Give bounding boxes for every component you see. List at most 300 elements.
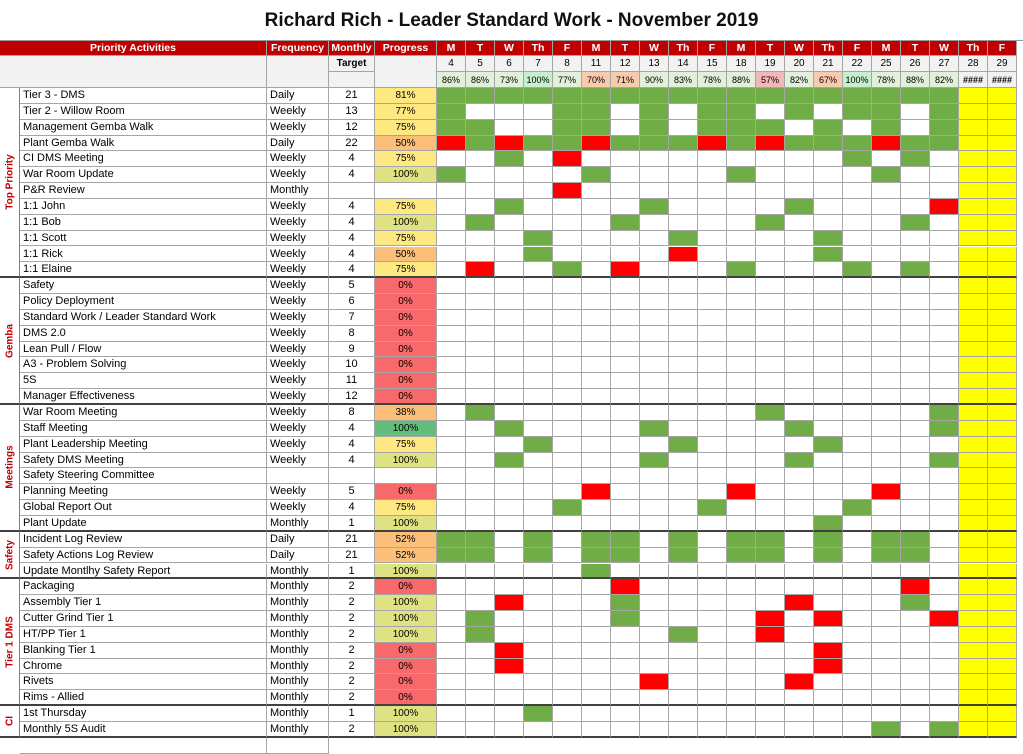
day-status-cell[interactable] xyxy=(582,389,611,405)
day-status-cell[interactable] xyxy=(930,674,959,690)
day-status-cell[interactable] xyxy=(872,468,901,484)
day-status-cell[interactable] xyxy=(611,627,640,643)
day-status-cell[interactable] xyxy=(843,310,872,326)
day-status-cell[interactable] xyxy=(930,342,959,358)
day-status-cell[interactable] xyxy=(582,437,611,453)
day-status-cell[interactable] xyxy=(756,294,785,310)
day-status-cell[interactable] xyxy=(785,437,814,453)
day-status-cell[interactable] xyxy=(959,690,988,706)
day-status-cell[interactable] xyxy=(698,167,727,183)
day-status-cell[interactable] xyxy=(524,421,553,437)
day-status-cell[interactable] xyxy=(495,659,524,675)
day-status-cell[interactable] xyxy=(727,167,756,183)
day-status-cell[interactable] xyxy=(727,389,756,405)
day-status-cell[interactable] xyxy=(495,199,524,215)
day-status-cell[interactable] xyxy=(495,342,524,358)
day-status-cell[interactable] xyxy=(437,151,466,167)
day-status-cell[interactable] xyxy=(640,579,669,595)
day-status-cell[interactable] xyxy=(756,500,785,516)
day-status-cell[interactable] xyxy=(872,326,901,342)
day-status-cell[interactable] xyxy=(524,659,553,675)
day-status-cell[interactable] xyxy=(495,532,524,548)
day-status-cell[interactable] xyxy=(640,326,669,342)
day-status-cell[interactable] xyxy=(959,643,988,659)
day-status-cell[interactable] xyxy=(582,357,611,373)
day-status-cell[interactable] xyxy=(437,579,466,595)
day-status-cell[interactable] xyxy=(872,643,901,659)
day-status-cell[interactable] xyxy=(495,579,524,595)
day-status-cell[interactable] xyxy=(756,437,785,453)
day-status-cell[interactable] xyxy=(466,579,495,595)
day-status-cell[interactable] xyxy=(437,500,466,516)
day-status-cell[interactable] xyxy=(698,627,727,643)
day-status-cell[interactable] xyxy=(988,484,1017,500)
day-status-cell[interactable] xyxy=(698,484,727,500)
day-status-cell[interactable] xyxy=(640,278,669,294)
day-status-cell[interactable] xyxy=(553,357,582,373)
day-status-cell[interactable] xyxy=(466,643,495,659)
day-status-cell[interactable] xyxy=(843,167,872,183)
day-status-cell[interactable] xyxy=(959,183,988,199)
day-status-cell[interactable] xyxy=(582,342,611,358)
day-status-cell[interactable] xyxy=(640,659,669,675)
day-status-cell[interactable] xyxy=(437,231,466,247)
day-status-cell[interactable] xyxy=(959,215,988,231)
day-status-cell[interactable] xyxy=(843,453,872,469)
day-status-cell[interactable] xyxy=(843,294,872,310)
day-status-cell[interactable] xyxy=(611,722,640,738)
day-status-cell[interactable] xyxy=(727,294,756,310)
day-status-cell[interactable] xyxy=(785,136,814,152)
day-status-cell[interactable] xyxy=(553,120,582,136)
day-status-cell[interactable] xyxy=(524,484,553,500)
day-status-cell[interactable] xyxy=(814,151,843,167)
day-status-cell[interactable] xyxy=(785,595,814,611)
day-status-cell[interactable] xyxy=(466,342,495,358)
day-status-cell[interactable] xyxy=(640,548,669,564)
day-status-cell[interactable] xyxy=(611,231,640,247)
day-status-cell[interactable] xyxy=(959,342,988,358)
day-status-cell[interactable] xyxy=(698,151,727,167)
day-status-cell[interactable] xyxy=(872,389,901,405)
day-status-cell[interactable] xyxy=(582,120,611,136)
day-status-cell[interactable] xyxy=(930,595,959,611)
day-status-cell[interactable] xyxy=(582,484,611,500)
day-status-cell[interactable] xyxy=(988,405,1017,421)
day-status-cell[interactable] xyxy=(959,627,988,643)
day-status-cell[interactable] xyxy=(727,722,756,738)
day-status-cell[interactable] xyxy=(495,706,524,722)
day-status-cell[interactable] xyxy=(611,104,640,120)
day-status-cell[interactable] xyxy=(785,310,814,326)
day-status-cell[interactable] xyxy=(756,453,785,469)
day-status-cell[interactable] xyxy=(988,421,1017,437)
day-status-cell[interactable] xyxy=(669,278,698,294)
day-status-cell[interactable] xyxy=(901,564,930,580)
day-status-cell[interactable] xyxy=(524,532,553,548)
day-status-cell[interactable] xyxy=(756,151,785,167)
day-status-cell[interactable] xyxy=(495,468,524,484)
day-status-cell[interactable] xyxy=(640,262,669,278)
day-status-cell[interactable] xyxy=(698,706,727,722)
day-status-cell[interactable] xyxy=(495,548,524,564)
day-status-cell[interactable] xyxy=(611,247,640,263)
day-status-cell[interactable] xyxy=(495,611,524,627)
day-status-cell[interactable] xyxy=(785,247,814,263)
day-status-cell[interactable] xyxy=(698,405,727,421)
day-status-cell[interactable] xyxy=(466,167,495,183)
day-status-cell[interactable] xyxy=(785,167,814,183)
day-status-cell[interactable] xyxy=(930,373,959,389)
day-status-cell[interactable] xyxy=(814,262,843,278)
day-status-cell[interactable] xyxy=(727,326,756,342)
day-status-cell[interactable] xyxy=(872,278,901,294)
day-status-cell[interactable] xyxy=(930,199,959,215)
day-status-cell[interactable] xyxy=(756,468,785,484)
day-status-cell[interactable] xyxy=(698,722,727,738)
day-status-cell[interactable] xyxy=(930,579,959,595)
day-status-cell[interactable] xyxy=(843,373,872,389)
day-status-cell[interactable] xyxy=(466,326,495,342)
day-status-cell[interactable] xyxy=(698,231,727,247)
day-status-cell[interactable] xyxy=(930,706,959,722)
day-status-cell[interactable] xyxy=(466,104,495,120)
day-status-cell[interactable] xyxy=(959,294,988,310)
day-status-cell[interactable] xyxy=(437,183,466,199)
day-status-cell[interactable] xyxy=(553,151,582,167)
day-status-cell[interactable] xyxy=(959,437,988,453)
day-status-cell[interactable] xyxy=(785,151,814,167)
day-status-cell[interactable] xyxy=(524,453,553,469)
day-status-cell[interactable] xyxy=(756,627,785,643)
day-status-cell[interactable] xyxy=(640,120,669,136)
day-status-cell[interactable] xyxy=(756,373,785,389)
day-status-cell[interactable] xyxy=(524,627,553,643)
day-status-cell[interactable] xyxy=(437,326,466,342)
day-status-cell[interactable] xyxy=(785,500,814,516)
day-status-cell[interactable] xyxy=(553,690,582,706)
day-status-cell[interactable] xyxy=(611,643,640,659)
day-status-cell[interactable] xyxy=(466,151,495,167)
day-status-cell[interactable] xyxy=(785,183,814,199)
day-status-cell[interactable] xyxy=(495,674,524,690)
day-status-cell[interactable] xyxy=(959,484,988,500)
day-status-cell[interactable] xyxy=(611,421,640,437)
day-status-cell[interactable] xyxy=(640,484,669,500)
day-status-cell[interactable] xyxy=(582,247,611,263)
day-status-cell[interactable] xyxy=(495,564,524,580)
day-status-cell[interactable] xyxy=(988,611,1017,627)
day-status-cell[interactable] xyxy=(640,595,669,611)
day-status-cell[interactable] xyxy=(495,453,524,469)
day-status-cell[interactable] xyxy=(553,421,582,437)
day-status-cell[interactable] xyxy=(785,722,814,738)
day-status-cell[interactable] xyxy=(814,294,843,310)
day-status-cell[interactable] xyxy=(988,231,1017,247)
day-status-cell[interactable] xyxy=(437,373,466,389)
day-status-cell[interactable] xyxy=(669,437,698,453)
day-status-cell[interactable] xyxy=(930,690,959,706)
day-status-cell[interactable] xyxy=(437,278,466,294)
day-status-cell[interactable] xyxy=(495,643,524,659)
day-status-cell[interactable] xyxy=(611,532,640,548)
day-status-cell[interactable] xyxy=(930,120,959,136)
day-status-cell[interactable] xyxy=(611,437,640,453)
day-status-cell[interactable] xyxy=(611,199,640,215)
day-status-cell[interactable] xyxy=(901,310,930,326)
day-status-cell[interactable] xyxy=(640,611,669,627)
day-status-cell[interactable] xyxy=(437,421,466,437)
day-status-cell[interactable] xyxy=(988,104,1017,120)
day-status-cell[interactable] xyxy=(872,611,901,627)
day-status-cell[interactable] xyxy=(466,183,495,199)
day-status-cell[interactable] xyxy=(727,532,756,548)
day-status-cell[interactable] xyxy=(872,104,901,120)
day-status-cell[interactable] xyxy=(553,262,582,278)
day-status-cell[interactable] xyxy=(495,183,524,199)
day-status-cell[interactable] xyxy=(785,468,814,484)
day-status-cell[interactable] xyxy=(466,231,495,247)
day-status-cell[interactable] xyxy=(669,262,698,278)
day-status-cell[interactable] xyxy=(698,674,727,690)
day-status-cell[interactable] xyxy=(611,88,640,104)
day-status-cell[interactable] xyxy=(437,564,466,580)
day-status-cell[interactable] xyxy=(756,532,785,548)
day-status-cell[interactable] xyxy=(785,706,814,722)
day-status-cell[interactable] xyxy=(582,183,611,199)
day-status-cell[interactable] xyxy=(553,611,582,627)
day-status-cell[interactable] xyxy=(582,532,611,548)
day-status-cell[interactable] xyxy=(582,405,611,421)
day-status-cell[interactable] xyxy=(988,453,1017,469)
day-status-cell[interactable] xyxy=(437,627,466,643)
day-status-cell[interactable] xyxy=(669,405,698,421)
day-status-cell[interactable] xyxy=(553,468,582,484)
day-status-cell[interactable] xyxy=(495,136,524,152)
day-status-cell[interactable] xyxy=(495,690,524,706)
day-status-cell[interactable] xyxy=(524,579,553,595)
day-status-cell[interactable] xyxy=(901,690,930,706)
day-status-cell[interactable] xyxy=(930,167,959,183)
day-status-cell[interactable] xyxy=(669,373,698,389)
day-status-cell[interactable] xyxy=(582,136,611,152)
day-status-cell[interactable] xyxy=(785,231,814,247)
day-status-cell[interactable] xyxy=(698,564,727,580)
day-status-cell[interactable] xyxy=(901,421,930,437)
day-status-cell[interactable] xyxy=(582,215,611,231)
day-status-cell[interactable] xyxy=(930,548,959,564)
day-status-cell[interactable] xyxy=(611,183,640,199)
day-status-cell[interactable] xyxy=(698,659,727,675)
day-status-cell[interactable] xyxy=(698,532,727,548)
day-status-cell[interactable] xyxy=(524,104,553,120)
day-status-cell[interactable] xyxy=(495,151,524,167)
day-status-cell[interactable] xyxy=(843,659,872,675)
day-status-cell[interactable] xyxy=(437,199,466,215)
day-status-cell[interactable] xyxy=(988,659,1017,675)
day-status-cell[interactable] xyxy=(988,579,1017,595)
day-status-cell[interactable] xyxy=(582,278,611,294)
day-status-cell[interactable] xyxy=(930,151,959,167)
day-status-cell[interactable] xyxy=(814,310,843,326)
day-status-cell[interactable] xyxy=(756,262,785,278)
day-status-cell[interactable] xyxy=(727,183,756,199)
day-status-cell[interactable] xyxy=(930,500,959,516)
day-status-cell[interactable] xyxy=(756,231,785,247)
day-status-cell[interactable] xyxy=(553,342,582,358)
day-status-cell[interactable] xyxy=(611,389,640,405)
day-status-cell[interactable] xyxy=(466,595,495,611)
day-status-cell[interactable] xyxy=(698,326,727,342)
day-status-cell[interactable] xyxy=(524,674,553,690)
day-status-cell[interactable] xyxy=(959,659,988,675)
day-status-cell[interactable] xyxy=(553,500,582,516)
day-status-cell[interactable] xyxy=(437,88,466,104)
day-status-cell[interactable] xyxy=(785,674,814,690)
day-status-cell[interactable] xyxy=(988,373,1017,389)
day-status-cell[interactable] xyxy=(930,326,959,342)
day-status-cell[interactable] xyxy=(930,468,959,484)
day-status-cell[interactable] xyxy=(437,595,466,611)
day-status-cell[interactable] xyxy=(901,120,930,136)
day-status-cell[interactable] xyxy=(640,310,669,326)
day-status-cell[interactable] xyxy=(872,231,901,247)
day-status-cell[interactable] xyxy=(582,659,611,675)
day-status-cell[interactable] xyxy=(843,389,872,405)
day-status-cell[interactable] xyxy=(959,674,988,690)
day-status-cell[interactable] xyxy=(988,342,1017,358)
day-status-cell[interactable] xyxy=(582,294,611,310)
day-status-cell[interactable] xyxy=(553,627,582,643)
day-status-cell[interactable] xyxy=(495,231,524,247)
day-status-cell[interactable] xyxy=(582,310,611,326)
day-status-cell[interactable] xyxy=(901,532,930,548)
day-status-cell[interactable] xyxy=(669,468,698,484)
day-status-cell[interactable] xyxy=(901,247,930,263)
day-status-cell[interactable] xyxy=(611,120,640,136)
day-status-cell[interactable] xyxy=(727,357,756,373)
day-status-cell[interactable] xyxy=(843,421,872,437)
day-status-cell[interactable] xyxy=(437,722,466,738)
day-status-cell[interactable] xyxy=(524,342,553,358)
day-status-cell[interactable] xyxy=(930,231,959,247)
day-status-cell[interactable] xyxy=(553,231,582,247)
day-status-cell[interactable] xyxy=(959,595,988,611)
day-status-cell[interactable] xyxy=(640,706,669,722)
day-status-cell[interactable] xyxy=(727,611,756,627)
day-status-cell[interactable] xyxy=(640,405,669,421)
day-status-cell[interactable] xyxy=(640,88,669,104)
day-status-cell[interactable] xyxy=(727,278,756,294)
day-status-cell[interactable] xyxy=(466,278,495,294)
day-status-cell[interactable] xyxy=(524,405,553,421)
day-status-cell[interactable] xyxy=(437,643,466,659)
day-status-cell[interactable] xyxy=(495,294,524,310)
day-status-cell[interactable] xyxy=(988,357,1017,373)
day-status-cell[interactable] xyxy=(466,88,495,104)
day-status-cell[interactable] xyxy=(727,437,756,453)
day-status-cell[interactable] xyxy=(872,532,901,548)
day-status-cell[interactable] xyxy=(756,310,785,326)
day-status-cell[interactable] xyxy=(988,548,1017,564)
day-status-cell[interactable] xyxy=(785,389,814,405)
day-status-cell[interactable] xyxy=(611,500,640,516)
day-status-cell[interactable] xyxy=(553,199,582,215)
day-status-cell[interactable] xyxy=(611,373,640,389)
day-status-cell[interactable] xyxy=(843,247,872,263)
day-status-cell[interactable] xyxy=(727,627,756,643)
day-status-cell[interactable] xyxy=(872,357,901,373)
day-status-cell[interactable] xyxy=(437,310,466,326)
day-status-cell[interactable] xyxy=(553,674,582,690)
day-status-cell[interactable] xyxy=(901,595,930,611)
day-status-cell[interactable] xyxy=(582,690,611,706)
day-status-cell[interactable] xyxy=(785,564,814,580)
day-status-cell[interactable] xyxy=(495,389,524,405)
day-status-cell[interactable] xyxy=(495,310,524,326)
day-status-cell[interactable] xyxy=(582,453,611,469)
day-status-cell[interactable] xyxy=(814,611,843,627)
day-status-cell[interactable] xyxy=(814,484,843,500)
day-status-cell[interactable] xyxy=(466,706,495,722)
day-status-cell[interactable] xyxy=(814,215,843,231)
day-status-cell[interactable] xyxy=(466,262,495,278)
day-status-cell[interactable] xyxy=(843,342,872,358)
day-status-cell[interactable] xyxy=(582,500,611,516)
day-status-cell[interactable] xyxy=(814,247,843,263)
day-status-cell[interactable] xyxy=(495,104,524,120)
day-status-cell[interactable] xyxy=(988,136,1017,152)
day-status-cell[interactable] xyxy=(437,437,466,453)
day-status-cell[interactable] xyxy=(727,564,756,580)
day-status-cell[interactable] xyxy=(901,643,930,659)
day-status-cell[interactable] xyxy=(843,706,872,722)
day-status-cell[interactable] xyxy=(640,532,669,548)
day-status-cell[interactable] xyxy=(524,326,553,342)
day-status-cell[interactable] xyxy=(785,405,814,421)
day-status-cell[interactable] xyxy=(611,310,640,326)
day-status-cell[interactable] xyxy=(611,151,640,167)
day-status-cell[interactable] xyxy=(698,579,727,595)
day-status-cell[interactable] xyxy=(669,120,698,136)
day-status-cell[interactable] xyxy=(524,437,553,453)
day-status-cell[interactable] xyxy=(437,357,466,373)
day-status-cell[interactable] xyxy=(582,326,611,342)
day-status-cell[interactable] xyxy=(524,136,553,152)
day-status-cell[interactable] xyxy=(727,579,756,595)
day-status-cell[interactable] xyxy=(843,579,872,595)
day-status-cell[interactable] xyxy=(466,294,495,310)
day-status-cell[interactable] xyxy=(669,706,698,722)
day-status-cell[interactable] xyxy=(901,468,930,484)
day-status-cell[interactable] xyxy=(872,453,901,469)
day-status-cell[interactable] xyxy=(669,167,698,183)
day-status-cell[interactable] xyxy=(930,247,959,263)
day-status-cell[interactable] xyxy=(466,548,495,564)
day-status-cell[interactable] xyxy=(843,262,872,278)
day-status-cell[interactable] xyxy=(553,373,582,389)
day-status-cell[interactable] xyxy=(524,294,553,310)
day-status-cell[interactable] xyxy=(814,389,843,405)
day-status-cell[interactable] xyxy=(611,674,640,690)
day-status-cell[interactable] xyxy=(959,389,988,405)
day-status-cell[interactable] xyxy=(872,564,901,580)
day-status-cell[interactable] xyxy=(698,183,727,199)
day-status-cell[interactable] xyxy=(553,88,582,104)
day-status-cell[interactable] xyxy=(727,199,756,215)
day-status-cell[interactable] xyxy=(466,247,495,263)
day-status-cell[interactable] xyxy=(466,389,495,405)
